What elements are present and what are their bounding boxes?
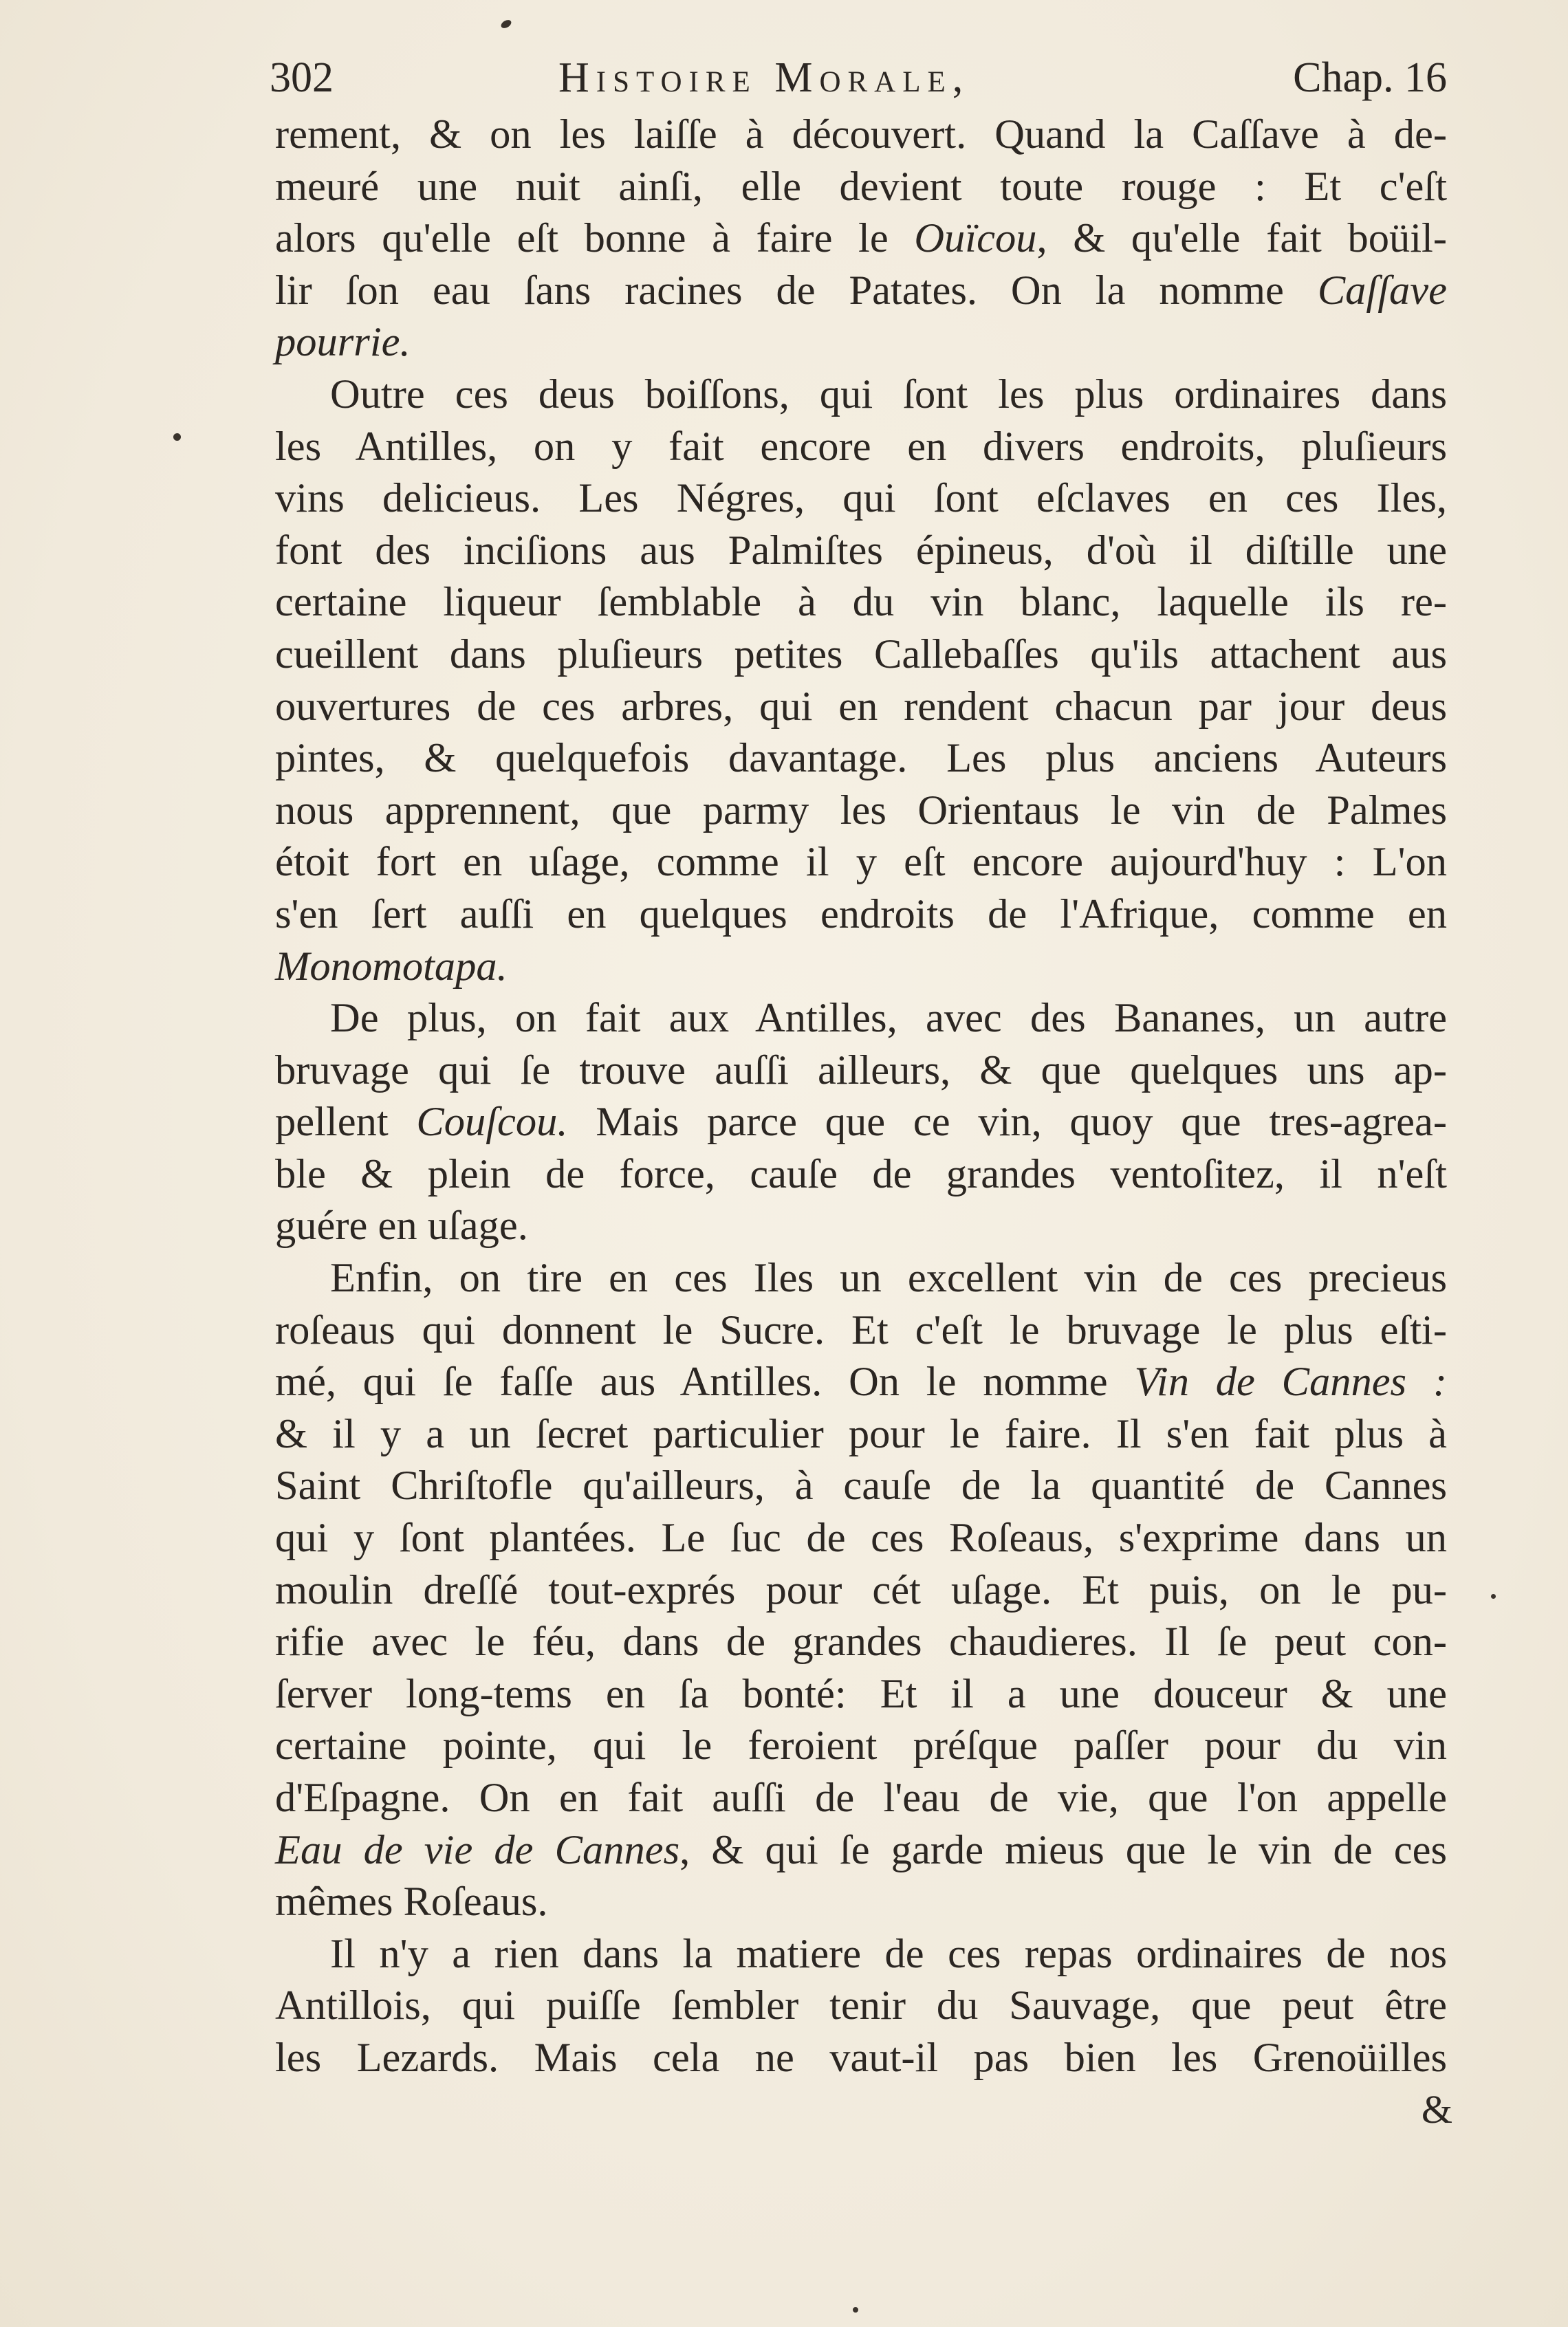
text-line (275, 161, 1447, 213)
text-segment: les Antilles, on y fait encore en divers endroits, pluſieurs (275, 423, 1447, 470)
text-segment: Outre ces deus boiſſons, qui ſont les plus ordinaires dans (330, 371, 1447, 417)
italic-text: Caſſave (1317, 267, 1447, 314)
text-line (275, 629, 1447, 681)
text-line (275, 109, 1447, 161)
text-line (275, 732, 1447, 785)
text-segment: Enfin, on tire en ces Iles un excellent vin de ces precieus (330, 1255, 1447, 1302)
italic-text: Eau de vie de Cannes (275, 1826, 680, 1873)
text-line (275, 1720, 1447, 1772)
text-line (275, 1928, 1447, 1980)
text-line (275, 1096, 1447, 1148)
text-segment: font des inciſions aus Palmiſtes épineus, d'où il diſtille une (275, 527, 1447, 573)
text-line (275, 1356, 1447, 1408)
ink-speck (1491, 1594, 1496, 1599)
text-line (275, 1876, 1447, 1928)
text-line (275, 1408, 1447, 1461)
text-segment: De plus, on fait aux Antilles, avec des Bananes, un autre (330, 995, 1447, 1042)
text-segment: s'en ſert auſſi en quelques endroits de l'Afrique, comme en (275, 891, 1447, 937)
text-segment: alors qu'elle eſt bonne à faire le (275, 215, 915, 262)
italic-text: Ouïcou (914, 215, 1037, 262)
text-segment: certaine pointe, qui le feroient préſque paſſer pour du vin (275, 1723, 1447, 1769)
text-line (275, 2032, 1447, 2084)
text-line (275, 1304, 1447, 1357)
text-segment: Saint Chriſtofle qu'ailleurs, à cauſe de la quantité de Cannes (275, 1463, 1447, 1509)
page-number: 302 (270, 54, 334, 101)
text-segment: rifie avec le féu, dans de grandes chaudieres. Il ſe peut con- (275, 1619, 1447, 1665)
text-segment: roſeaus qui donnent le Sucre. Et c'eſt le bruvage le plus eſti- (275, 1307, 1447, 1353)
text-segment: certaine liqueur ſemblable à du vin blanc, laquelle ils re- (275, 579, 1447, 626)
text-segment: mé, qui ſe faſſe aus Antilles. On le nomme (275, 1359, 1135, 1406)
text-line (275, 1616, 1447, 1668)
text-segment: les Lezards. Mais cela ne vaut-il pas bien les Grenoüilles (275, 2034, 1447, 2081)
text-segment: cueillent dans pluſieurs petites Callebaſſes qu'ils attachent aus (275, 631, 1447, 677)
ink-speck (500, 19, 513, 30)
text-line (275, 525, 1447, 577)
text-segment: qui y ſont plantées. Le ſuc de ces Roſeaus, s'exprime dans un (275, 1515, 1447, 1562)
text-line (275, 369, 1447, 421)
text-line (275, 941, 1447, 993)
text-line (275, 681, 1447, 733)
text-line (275, 1460, 1447, 1512)
text-segment: d'Eſpagne. On en fait auſſi de l'eau de vie, que l'on appelle (275, 1775, 1447, 1821)
text-line (275, 836, 1447, 888)
text-segment: pintes, & quelquefois davantage. Les plus anciens Auteurs (275, 735, 1447, 782)
ink-speck (853, 2307, 858, 2313)
text-line (275, 1824, 1447, 1877)
text-line (275, 1512, 1447, 1564)
text-segment: Antillois, qui puiſſe ſembler tenir du Sauvage, que peut être (275, 1982, 1447, 2029)
text-segment: ouvertures de ces arbres, qui en rendent chacun par jour deus (275, 683, 1447, 730)
text-line (275, 888, 1447, 941)
italic-text: Monomotapa. (275, 943, 508, 990)
text-line (275, 576, 1447, 629)
text-line (275, 1045, 1447, 1097)
text-segment: guére en uſage. (275, 1203, 528, 1249)
text-line (275, 1252, 1447, 1304)
text-segment: bruvage qui ſe trouve auſſi ailleurs, & que quelques uns ap- (275, 1047, 1447, 1093)
text-line (275, 421, 1447, 473)
text-segment: rement, & on les laiſſe à découvert. Quand la Caſſave à de- (275, 111, 1447, 157)
text-line (275, 1668, 1447, 1720)
text-segment: mêmes Roſeaus. (275, 1879, 548, 1925)
running-title: Histoire Morale, (558, 54, 970, 101)
text-segment: ble & plein de force, cauſe de grandes ventoſitez, il n'eſt (275, 1150, 1447, 1197)
text-line (275, 212, 1447, 265)
text-line (275, 1148, 1447, 1201)
ink-speck (173, 433, 181, 441)
italic-text: Couſcou. (416, 1099, 568, 1146)
text-segment: moulin dreſſé tout-exprés pour cét uſage. Et puis, on le pu- (275, 1566, 1447, 1613)
text-segment: lir ſon eau ſans racines de Patates. On la nomme (275, 267, 1318, 314)
text-segment: Mais parce que ce vin, quoy que tres-agrea- (567, 1099, 1447, 1146)
text-segment: étoit fort en uſage, comme il y eſt encore aujourd'huy : L'on (275, 839, 1447, 886)
chapter-label: Chap. 16 (1293, 54, 1447, 101)
catchword: & (1421, 2087, 1452, 2132)
italic-text: Vin de Cannes : (1134, 1359, 1448, 1406)
text-segment: , & qu'elle fait boüil- (1036, 215, 1447, 262)
text-line (275, 992, 1447, 1045)
text-segment: ſerver long-tems en ſa bonté: Et il a une douceur & une (275, 1670, 1447, 1717)
text-line (275, 265, 1447, 317)
text-line (275, 1200, 1447, 1252)
body-text (275, 109, 1447, 2084)
text-line (275, 316, 1447, 369)
text-line (275, 1980, 1447, 2032)
text-segment: pellent (275, 1099, 417, 1146)
text-line (275, 1772, 1447, 1824)
text-segment: vins delicieus. Les Négres, qui ſont eſclaves en ces Iles, (275, 475, 1447, 522)
text-line (275, 472, 1447, 525)
text-segment: nous apprennent, que parmy les Orientaus le vin de Palmes (275, 787, 1447, 833)
text-segment: & il y a un ſecret particulier pour le faire. Il s'en fait plus à (275, 1410, 1447, 1457)
text-segment: meuré une nuit ainſi, elle devient toute rouge : Et c'eſt (275, 163, 1447, 210)
text-line (275, 1564, 1447, 1617)
text-segment: Il n'y a rien dans la matiere de ces repas ordinaires de nos (330, 1930, 1447, 1977)
running-header (270, 47, 1447, 109)
italic-text: pourrie. (275, 319, 411, 366)
text-line (275, 785, 1447, 837)
text-segment: , & qui ſe garde mieus que le vin de ces (679, 1826, 1447, 1873)
